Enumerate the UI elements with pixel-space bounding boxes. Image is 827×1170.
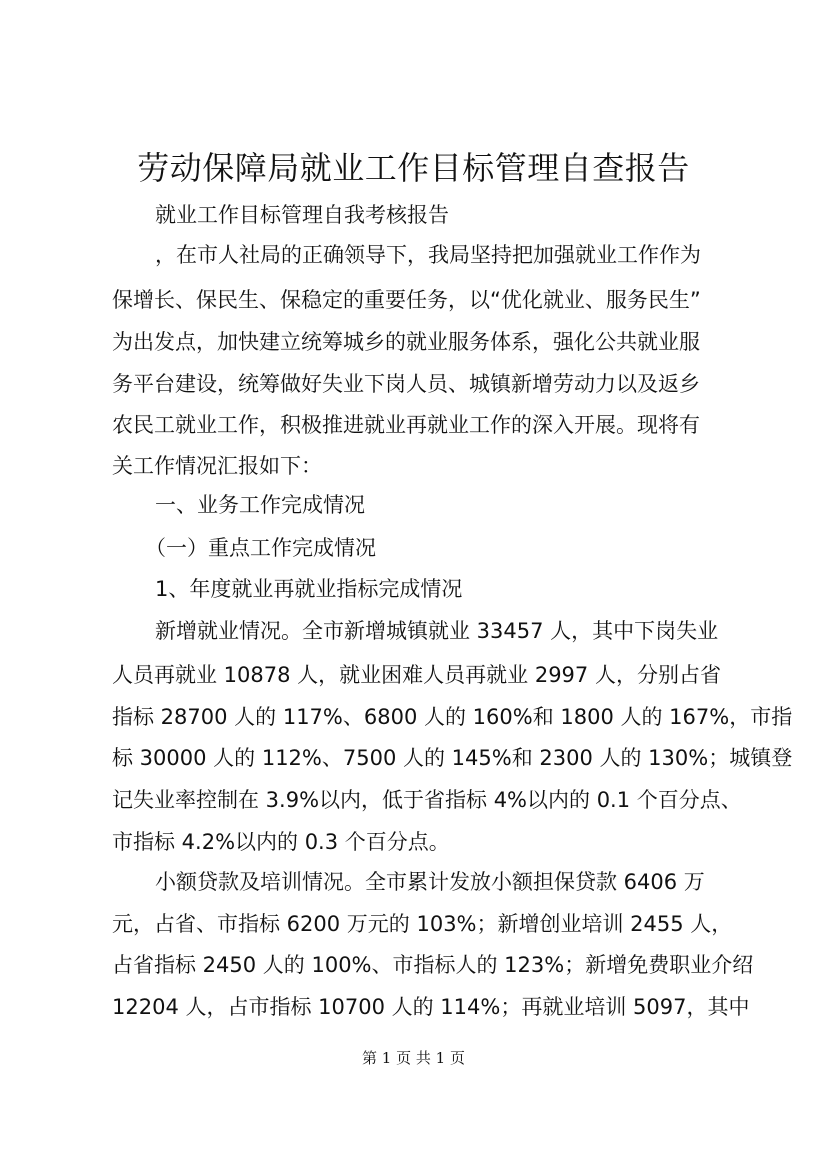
- body-line: 记失业率控制在 3.9%以内，低于省指标 4%以内的 0.1 个百分点、: [112, 788, 742, 812]
- item-heading: 1、年度就业再就业指标完成情况: [155, 577, 463, 601]
- body-line: 标 30000 人的 112%、7500 人的 145%和 2300 人的 130%；城镇登: [112, 746, 793, 770]
- section-heading: 一、业务工作完成情况: [155, 493, 365, 517]
- body-line: 市指标 4.2%以内的 0.3 个百分点。: [112, 830, 450, 854]
- body-line: 保增长、保民生、保稳定的重要任务，以“优化就业、服务民生”: [112, 288, 701, 312]
- body-line: 农民工就业工作，积极推进就业再就业工作的深入开展。现将有: [112, 413, 700, 437]
- subsection-heading: （一）重点工作完成情况: [145, 536, 376, 560]
- document-title: 劳动保障局就业工作目标管理自查报告: [137, 149, 690, 187]
- body-line: 关工作情况汇报如下：: [112, 454, 322, 478]
- body-line: 务平台建设，统筹做好失业下岗人员、城镇新增劳动力以及返乡: [112, 372, 700, 396]
- subtitle-line: 就业工作目标管理自我考核报告: [155, 203, 449, 227]
- body-line: 为出发点，加快建立统筹城乡的就业服务体系，强化公共就业服: [112, 330, 700, 354]
- page-footer: 第 1 页 共 1 页: [362, 1049, 465, 1067]
- body-line: ，在市人社局的正确领导下，我局坚持把加强就业工作作为: [155, 243, 701, 267]
- body-line: 小额贷款及培训情况。全市累计发放小额担保贷款 6406 万: [155, 870, 705, 894]
- body-line: 指标 28700 人的 117%、6800 人的 160%和 1800 人的 167%，市指: [112, 705, 793, 729]
- body-line: 占省指标 2450 人的 100%、市指标人的 123%；新增免费职业介绍: [112, 953, 754, 977]
- body-line: 元，占省、市指标 6200 万元的 103%；新增创业培训 2455 人，: [112, 912, 733, 936]
- body-line: 人员再就业 10878 人，就业困难人员再就业 2997 人，分别占省: [112, 663, 721, 687]
- body-line: 新增就业情况。全市新增城镇就业 33457 人，其中下岗失业: [155, 619, 719, 643]
- body-line: 12204 人，占市指标 10700 人的 114%；再就业培训 5097，其中: [112, 995, 750, 1019]
